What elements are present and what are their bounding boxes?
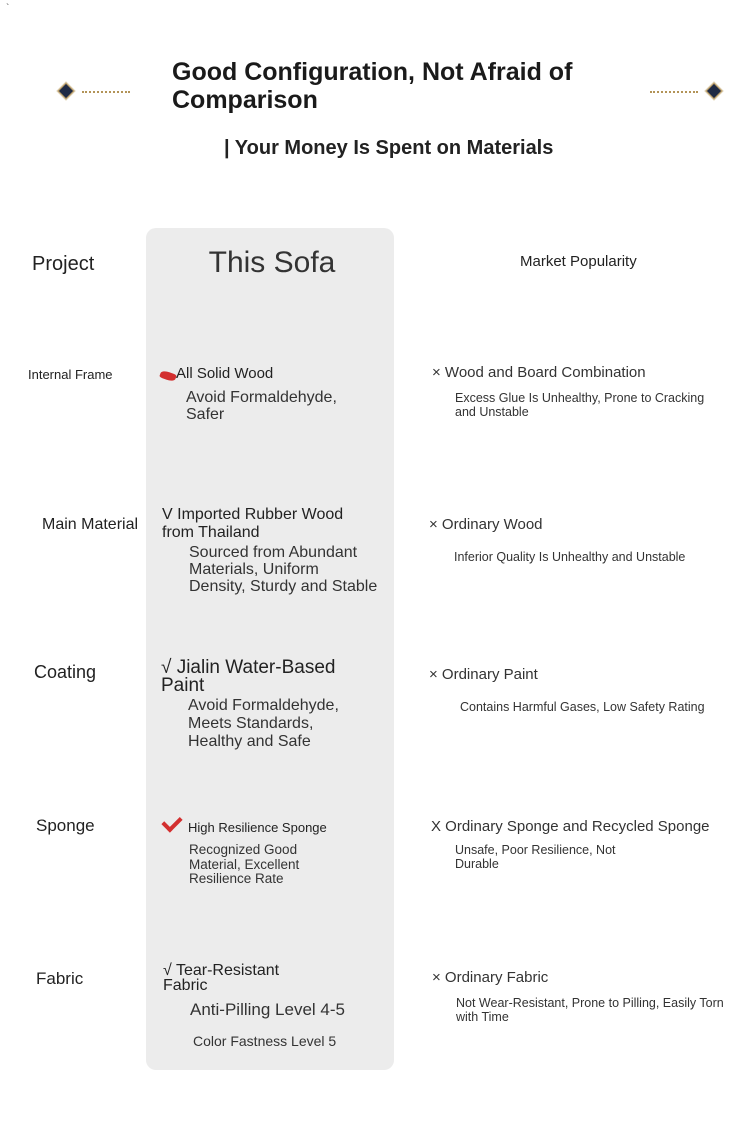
row-ours-title: V Imported Rubber Wood from Thailand [162,506,344,541]
row-ours-extra: Color Fastness Level 5 [193,1033,337,1049]
left-ornament [56,84,132,98]
row-ours-desc: Anti-Pilling Level 4-5 [190,1000,345,1019]
row-market-title: × Ordinary Paint [429,666,538,683]
row-ours-desc: Recognized Good Material, Excellent Resilience Rate [189,842,300,886]
diamond-icon [58,83,75,100]
row-market-desc: Inferior Quality Is Unhealthy and Unstable [454,550,686,564]
row-market-title: × Ordinary Wood [429,516,543,533]
row-ours-desc: Avoid Formaldehyde, Meets Standards, Healthy and Safe [188,697,339,750]
row-project-main-material: Main Material [42,516,139,533]
corner-mark: ` [6,3,10,14]
row-ours-desc: Sourced from Abundant Materials, Uniform Density, Sturdy and Stable [189,544,378,595]
row-ours-title: √ Tear-Resistant Fabric [163,962,280,994]
row-ours-title: All Solid Wood [176,365,274,382]
row-project-fabric: Fabric [36,969,84,988]
right-ornament [650,84,726,98]
market-header: Market Popularity [520,253,637,270]
dotted-line [650,91,698,93]
row-project-internal-frame: Internal Frame [28,367,113,382]
row-project-coating: Coating [34,662,97,682]
row-market-title: × Wood and Board Combination [432,364,646,381]
row-market-title: X Ordinary Sponge and Recycled Sponge [431,818,710,835]
row-market-title: × Ordinary Fabric [432,969,549,986]
row-market-desc: Not Wear-Resistant, Prone to Pilling, Easily Torn with Time [456,996,724,1024]
this-sofa-column [146,228,394,1070]
row-ours-title: √ Jialin Water-Based Paint [161,657,336,696]
dotted-line [82,91,130,93]
page-subtitle: | Your Money Is Spent on Materials [224,137,554,159]
row-market-desc: Excess Glue Is Unhealthy, Prone to Cracking and Unstable [455,391,705,419]
row-ours-title: High Resilience Sponge [188,820,327,835]
page-title: Good Configuration, Not Afraid of Comparison [172,58,573,114]
row-ours-desc: Avoid Formaldehyde, Safer [186,389,337,423]
project-header: Project [32,253,95,275]
diamond-icon [706,83,723,100]
row-market-desc: Unsafe, Poor Resilience, Not Durable [455,843,616,871]
row-project-sponge: Sponge [36,816,95,835]
this-sofa-header: This Sofa [208,246,336,279]
row-market-desc: Contains Harmful Gases, Low Safety Rating [460,700,705,714]
